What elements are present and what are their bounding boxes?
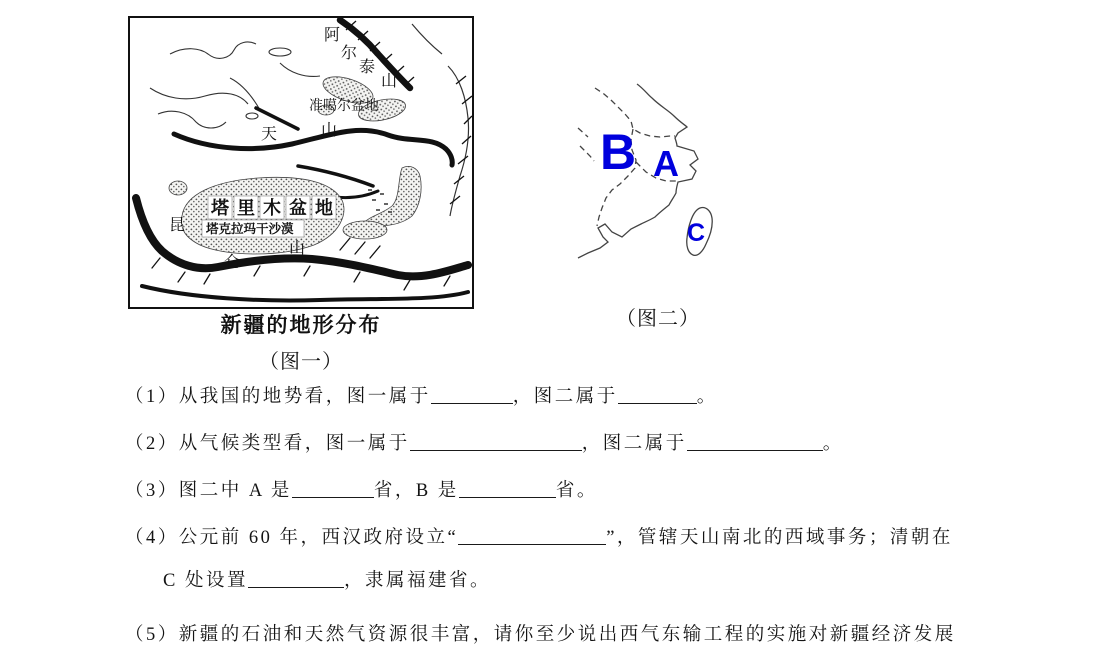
border-lines xyxy=(150,42,320,128)
answer-blank xyxy=(459,477,556,498)
question-text: （2）从气候类型看，图一属于 xyxy=(125,434,410,454)
junggar-basin-label: 准噶尔盆地 xyxy=(309,97,379,113)
svg-text:山: 山 xyxy=(381,73,398,90)
answer-blank xyxy=(458,524,606,545)
question-text: ，隶属福建省。 xyxy=(343,571,491,591)
question-5 xyxy=(125,620,956,650)
taklamakan-label: 塔克拉玛干沙漠 xyxy=(206,222,294,236)
question-text: 省。 xyxy=(555,481,598,501)
figure1-caption: （图一） xyxy=(259,351,343,373)
question-text: 省，B 是 xyxy=(373,481,459,501)
svg-text:里: 里 xyxy=(237,198,255,218)
question-text: （5）新疆的石油和天然气资源很丰富，请你至少说出西气东输工程的实施对新疆经济发展 xyxy=(125,625,956,645)
answer-blank xyxy=(431,383,513,404)
question-text: （3）图二中 A 是 xyxy=(125,481,292,501)
map-label-b: B xyxy=(600,124,637,180)
question-text: 。 xyxy=(696,387,718,407)
question-1 xyxy=(125,382,718,412)
question-text: ，图二属于 xyxy=(512,387,618,407)
svg-text:仑: 仑 xyxy=(224,254,241,271)
tianshan-label xyxy=(261,121,337,143)
question-4 xyxy=(125,523,953,553)
question-text: （1）从我国的地势看，图一属于 xyxy=(125,387,431,407)
question-text: ，图二属于 xyxy=(581,434,687,454)
svg-text:盆: 盆 xyxy=(289,198,307,218)
question-text: C 处设置 xyxy=(163,571,248,591)
xinjiang-terrain-map xyxy=(128,16,474,309)
question-2 xyxy=(125,429,844,459)
answer-blank xyxy=(410,430,582,451)
map-label-a: A xyxy=(653,143,679,184)
svg-text:山: 山 xyxy=(289,240,306,257)
east-border xyxy=(448,66,472,216)
svg-text:塔: 塔 xyxy=(211,198,229,218)
map-label-c: C xyxy=(687,219,706,247)
question-4-continuation xyxy=(163,566,491,596)
svg-text:地: 地 xyxy=(315,198,333,218)
figure1-title: 新疆的地形分布 xyxy=(220,314,382,337)
tarim-basin-label xyxy=(210,197,333,218)
svg-text:阿: 阿 xyxy=(324,27,341,44)
terrain-map-drawing xyxy=(130,18,472,307)
question-text: （4）公元前 60 年，西汉政府设立“ xyxy=(125,528,459,548)
question-3 xyxy=(125,476,598,506)
svg-text:尔: 尔 xyxy=(341,45,358,62)
question-text: 。 xyxy=(822,434,844,454)
svg-text:木: 木 xyxy=(263,198,281,218)
figure2-caption: （图二） xyxy=(616,308,700,330)
svg-text:昆: 昆 xyxy=(169,217,186,234)
coastline xyxy=(578,84,698,258)
svg-text:山: 山 xyxy=(321,122,338,139)
answer-blank xyxy=(618,383,697,404)
answer-blank xyxy=(687,430,823,451)
svg-text:天: 天 xyxy=(261,126,278,143)
svg-text:泰: 泰 xyxy=(359,59,376,76)
answer-blank xyxy=(248,567,344,588)
answer-blank xyxy=(292,477,374,498)
question-text: ”，管辖天山南北的西域事务；清朝在 xyxy=(606,528,953,548)
